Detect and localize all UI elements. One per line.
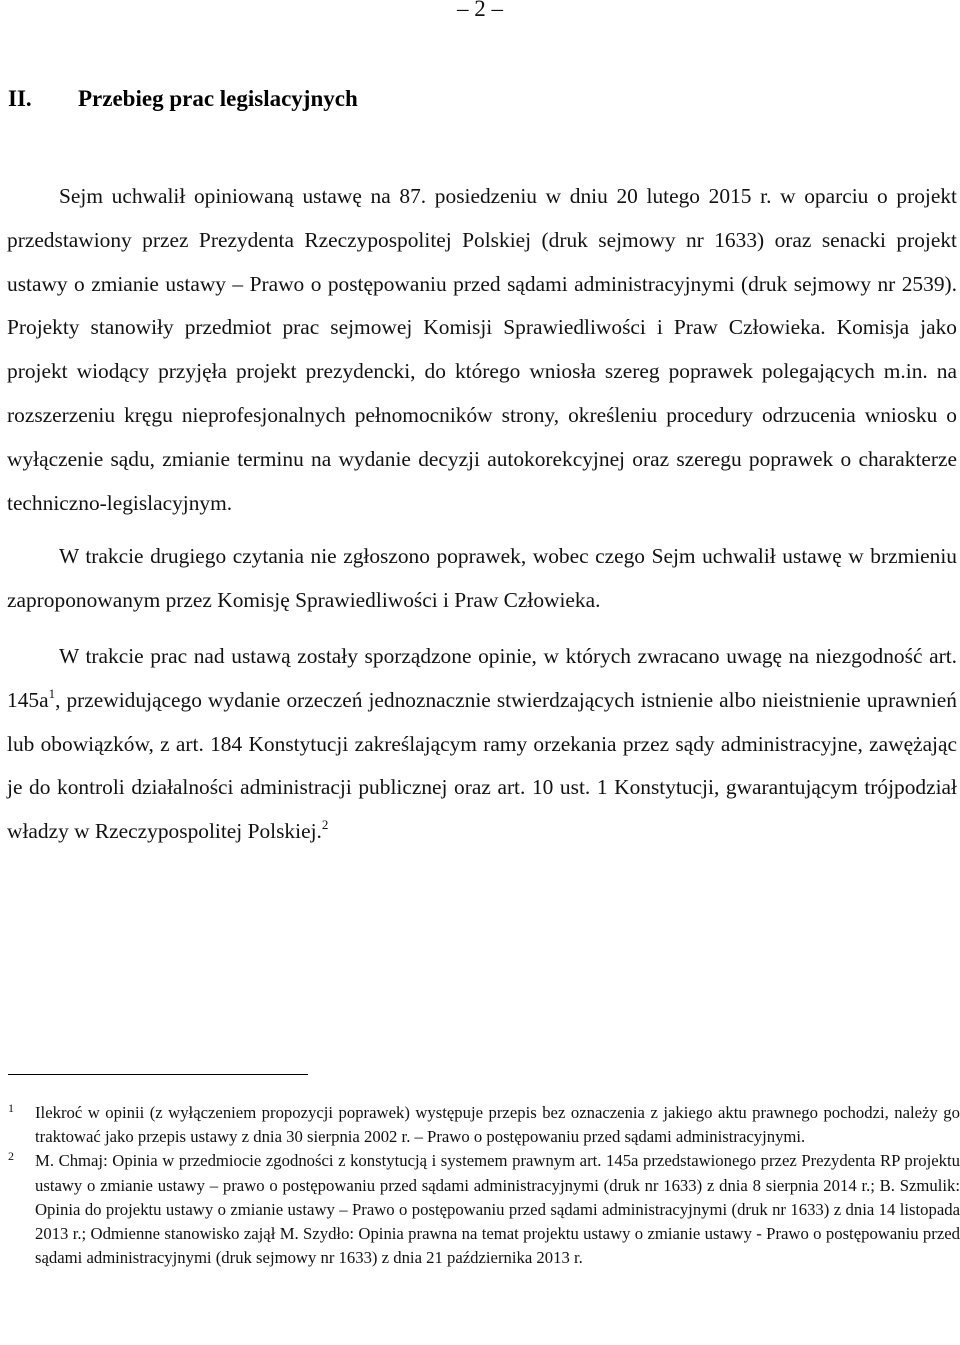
paragraph-1: Sejm uchwalił opiniowaną ustawę na 87. posiedzeniu w dniu 20 lutego 2015 r. w oparciu o projekt przedstawiony przez Prezydenta Rzeczypospolitej Polskiej (druk sejmowy nr 1633) oraz senacki projekt ustawy o zmianie ustawy – Prawo o postępowaniu przed sądami administracyjnymi (druk sejmowy nr 2539). Projekty stanowiły przedmiot prac sejmowej Komisji Sprawiedliwości i Praw Człowieka. Komisja jako projekt wiodący przyjęła projekt prezydencki, do którego wniosła szereg poprawek polegających m.in. na rozszerzeniu kręgu nieprofesjonalnych pełnomocników strony, określeniu procedury odrzucenia wniosku o wyłączenie sądu, zmianie terminu na wydanie decyzji autokorekcyjnej oraz szeregu poprawek o charakterze techniczno-legislacyjnym. [7, 184, 957, 515]
footnotes [8, 1101, 960, 1270]
page-number: – 2 – [457, 0, 503, 21]
section-number: II. [8, 86, 32, 111]
paragraph-2: W trakcie drugiego czytania nie zgłoszono poprawek, wobec czego Sejm uchwalił ustawę w brzmieniu zaproponowanym przez Komisję Sprawiedliwości i Praw Człowieka. [7, 544, 957, 613]
paragraph-3-part-1: W trakcie prac nad ustawą zostały sporządzone opinie, w których zwracano uwagę na niezgodność art. 145a [7, 643, 957, 712]
footnote-mark-2: 2 [8, 1149, 14, 1164]
footnote-text-1: Ilekroć w opinii (z wyłączeniem propozycji poprawek) występuje przepis bez oznaczenia z jakiego aktu prawnego pochodzi, należy go traktować jako przepis ustawy z dnia 30 sierpnia 2002 r. – Prawo o postępowaniu przed sądami administracyjnymi. [35, 1103, 960, 1147]
footnote-text-2: M. Chmaj: Opinia w przedmiocie zgodności z konstytucją i systemem prawnym art. 145a przedstawionego przez Prezydenta RP projektu ustawy o zmianie ustawy – prawo o postępowaniu przed sądami administracyjnymi (druk nr 1633) z dnia 8 sierpnia 2014 r.; B. Szmulik: Opinia do projektu ustawy o zmianie ustawy – Prawo o postępowaniu przed sądami administracyjnymi (druk nr 1633) z dnia 14 listopada 2013 r.; Odmienne stanowisko zajął M. Szydło: Opinia prawna na temat projektu ustawy o zmianie ustawy - Prawo o postępowaniu przed sądami administracyjnymi (druk sejmowy nr 1633) z dnia 21 października 2013 r. [35, 1151, 960, 1268]
body-text [7, 175, 957, 854]
footnote-separator [8, 1074, 308, 1075]
section-title: Przebieg prac legislacyjnych [78, 86, 358, 111]
paragraph-3-part-2: , przewidującego wydanie orzeczeń jednoznacznie stwierdzających istnienie albo nieistnienie uprawnień lub obowiązków, z art. 184 Konstytucji zakreślającym ramy orzekania przez sądy administracyjne, zawężając je do kontroli działalności administracji publicznej oraz art. 10 ust. 1 Konstytucji, gwarantującym trójpodział władzy w Rzeczypospolitej Polskiej. [7, 687, 957, 844]
footnote-1 [8, 1101, 960, 1149]
footnote-2 [8, 1149, 960, 1270]
section-heading [8, 84, 358, 114]
footnote-mark-1: 1 [8, 1101, 14, 1115]
footnote-ref-2[interactable]: 2 [321, 817, 329, 833]
paragraph-3 [7, 635, 957, 854]
footnote-ref-1[interactable]: 1 [48, 685, 56, 701]
